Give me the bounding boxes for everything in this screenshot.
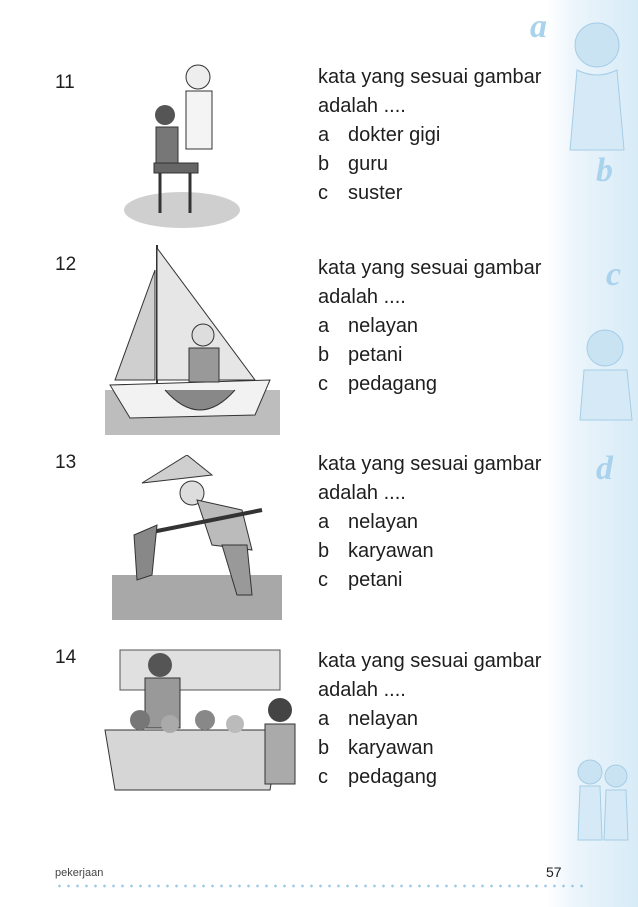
question-number: 13 [55,452,77,473]
question-number: 12 [55,254,77,275]
question-11 [318,63,541,208]
question-prompt: kata yang sesuai gambar [318,453,542,475]
page-number: 57 [546,864,562,880]
option-c[interactable]: c pedagang [318,766,437,788]
question-number: 11 [55,72,75,93]
side-letter-c: c [606,256,622,293]
fisherman-illustration [105,240,280,435]
dentist-illustration [120,55,245,230]
question-number: 14 [55,647,77,668]
option-a[interactable]: a nelayan [318,315,419,337]
option-b[interactable]: b karyawan [318,737,434,759]
question-prompt-cont: adalah .... [318,286,406,308]
option-b[interactable]: b karyawan [318,540,434,562]
question-14 [318,647,541,792]
option-b[interactable]: b guru [318,153,389,175]
question-prompt-cont: adalah .... [318,95,406,117]
question-13 [318,450,541,595]
question-12 [318,254,541,399]
farmer-illustration [112,455,282,620]
question-prompt-cont: adalah .... [318,679,406,701]
option-c[interactable]: c petani [318,569,403,591]
option-a[interactable]: a nelayan [318,511,419,533]
side-letter-a: a [530,8,547,45]
girl-illustration [552,10,632,160]
option-c[interactable]: c suster [318,182,403,204]
footer-section-label: pekerjaan [55,867,104,879]
option-b[interactable]: b petani [318,344,403,366]
side-letter-d: d [596,450,613,487]
side-letter-b: b [596,152,613,189]
option-c[interactable]: c pedagang [318,373,437,395]
question-prompt-cont: adalah .... [318,482,406,504]
option-a[interactable]: a dokter gigi [318,124,441,146]
question-prompt: kata yang sesuai gambar [318,257,542,279]
child-drawing-illustration [572,320,638,430]
market-seller-illustration [100,640,300,795]
question-prompt: kata yang sesuai gambar [318,66,542,88]
option-a[interactable]: a nelayan [318,708,419,730]
children-pair-illustration [570,750,636,850]
question-prompt: kata yang sesuai gambar [318,650,542,672]
footer-dotted-rule [55,884,585,888]
